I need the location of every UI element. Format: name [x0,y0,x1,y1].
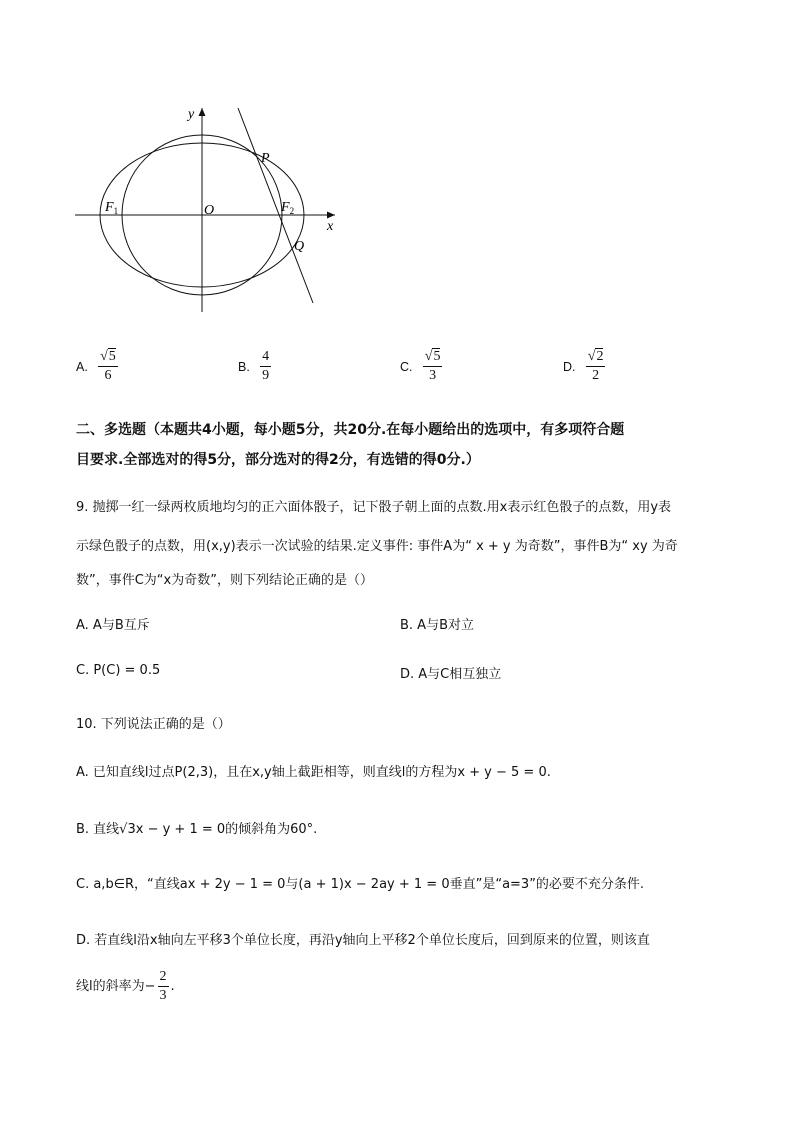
y-axis-arrow [199,108,206,116]
q10-option-c[interactable]: C. a,b∈R，“直线ax + 2y − 1 = 0与(a + 1)x − 2ay + 1 = 0垂直”是“a=3”的必要不充分条件. [76,877,645,892]
section-2-heading-line2: 目要求.全部选对的得5分，部分选对的得2分，有选错的得0分.） [76,452,480,468]
label-F2: $F_2$ [281,200,295,216]
label-x: x [327,219,334,234]
q9-option-b[interactable]: B. A与B对立 [400,618,474,633]
option-b-fraction: $\frac{4}{9}$ [262,349,270,383]
q10-stem: 10. 下列说法正确的是（） [76,717,231,732]
option-a-label: A. [76,359,88,374]
q9-stem-line2: 示绿色骰子的点数，用(x,y)表示一次试验的结果.定义事件: 事件A为“ x + y 为奇数”，事件B为“ xy 为奇 [76,539,678,554]
section-2-heading-line1: 二、多选题（本题共4小题，每小题5分，共20分.在每小题给出的选项中，有多项符合题 [76,422,625,438]
q10-option-a[interactable]: A. 已知直线l过点P(2,3)，且在x,y轴上截距相等，则直线l的方程为x + y − 5 = 0. [76,765,551,780]
option-c-label: C. [400,359,413,374]
ellipse-circle-figure [70,100,350,325]
label-Q: Q [294,239,305,254]
q9-stem-line1: 9. 抛掷一红一绿两枚质地均匀的正六面体骰子，记下骰子朝上面的点数.用x表示红色骰子的点数，用y表 [76,500,672,515]
option-c-fraction: √ $\frac{5}{3}$ [423,348,443,385]
option-d-label: D. [563,359,576,374]
label-O: O [204,203,215,218]
q10-option-b[interactable]: B. 直线√3x − y + 1 = 0的倾斜角为60°. [76,822,318,837]
sqrt-icon [100,349,108,364]
line-pq [238,108,313,303]
q9-option-c[interactable]: C. P(C) = 0.5 [76,663,161,678]
q8-option-a[interactable] [76,348,120,385]
label-y: y [188,107,195,122]
q8-option-c[interactable] [400,348,444,385]
label-P: P [261,151,270,166]
q8-option-b[interactable] [238,348,273,385]
q10-option-d-line1[interactable]: D. 若直线l沿x轴向左平移3个单位长度，再沿y轴向上平移2个单位长度后，回到原来的位置，则该直 [76,933,650,948]
label-F1: $F_1$ [105,200,119,216]
option-d-fraction: √ $\frac{2}{2}$ [586,348,606,385]
q10-option-d-line2[interactable]: 线l的斜率为− $\frac{2}{3}$ . [76,969,175,1003]
q9-option-a[interactable]: A. A与B互斥 [76,618,150,633]
option-b-label: B. [238,359,250,374]
q9-option-d[interactable]: D. A与C相互独立 [400,667,502,682]
slope-fraction: $\frac{2}{3}$ [159,969,167,1003]
q8-option-d[interactable] [563,348,607,385]
x-axis-arrow [327,212,335,219]
q9-stem-line3: 数”，事件C为“x为奇数”，则下列结论正确的是（） [76,573,373,588]
option-a-fraction: √ $\frac{5}{6}$ [98,348,118,385]
